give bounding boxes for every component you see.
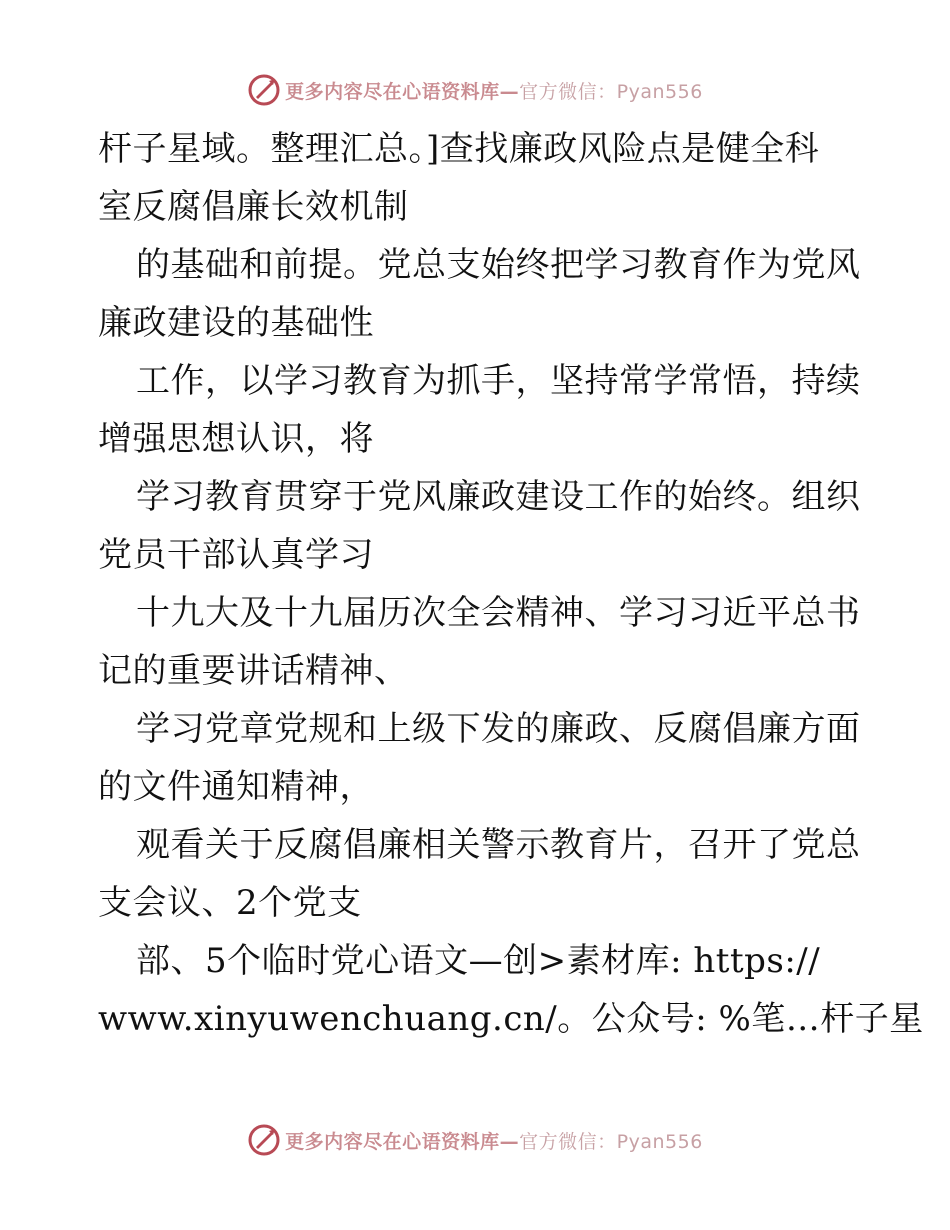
text-line: 廉政建设的基础性 [98,303,374,343]
text-line: 支会议、2个党支 [98,883,362,923]
header-watermark [0,68,950,112]
text-line: 杆子星域。整理汇总。]查找廉政风险点是健全科 [98,129,820,169]
watermark-brand: 更多内容尽在心语资料库 [285,80,500,103]
text-line: 党员干部认真学习 [98,535,374,575]
text-line: 增强思想认识，将 [98,419,374,459]
footer-watermark [0,1118,950,1162]
text-line: 的基础和前提。党总支始终把学习教育作为党风 [136,245,861,285]
text-line: 记的重要讲话精神、 [98,651,409,691]
watermark-text [285,77,703,104]
document-body [98,120,924,1048]
text-line: 学习教育贯穿于党风廉政建设工作的始终。组织 [136,477,861,517]
text-line: 室反腐倡廉长效机制 [98,187,409,227]
watermark-wechat: 官方微信：Pyan556 [519,80,703,103]
text-line: 的文件通知精神， [98,767,374,807]
watermark-brand: 更多内容尽在心语资料库 [285,1130,500,1153]
text-line: www.xinyuwenchuang.cn/。公众号: %笔…杆子星 [98,999,924,1039]
text-line: 部、5个临时党心语文—创>素材库: https:// [136,941,821,981]
text-line: 观看关于反腐倡廉相关警示教育片，召开了党总 [136,825,861,865]
text-line: 学习党章党规和上级下发的廉政、反腐倡廉方面 [136,709,861,749]
quill-logo-icon [247,73,281,107]
quill-logo-icon [247,1123,281,1157]
watermark-wechat: 官方微信：Pyan556 [519,1130,703,1153]
text-line: 工作，以学习教育为抓手，坚持常学常悟，持续 [136,361,861,401]
watermark-sep: — [499,1130,520,1153]
watermark-sep: — [499,80,520,103]
watermark-text [285,1127,703,1154]
text-line: 十九大及十九届历次全会精神、学习习近平总书 [136,593,861,633]
